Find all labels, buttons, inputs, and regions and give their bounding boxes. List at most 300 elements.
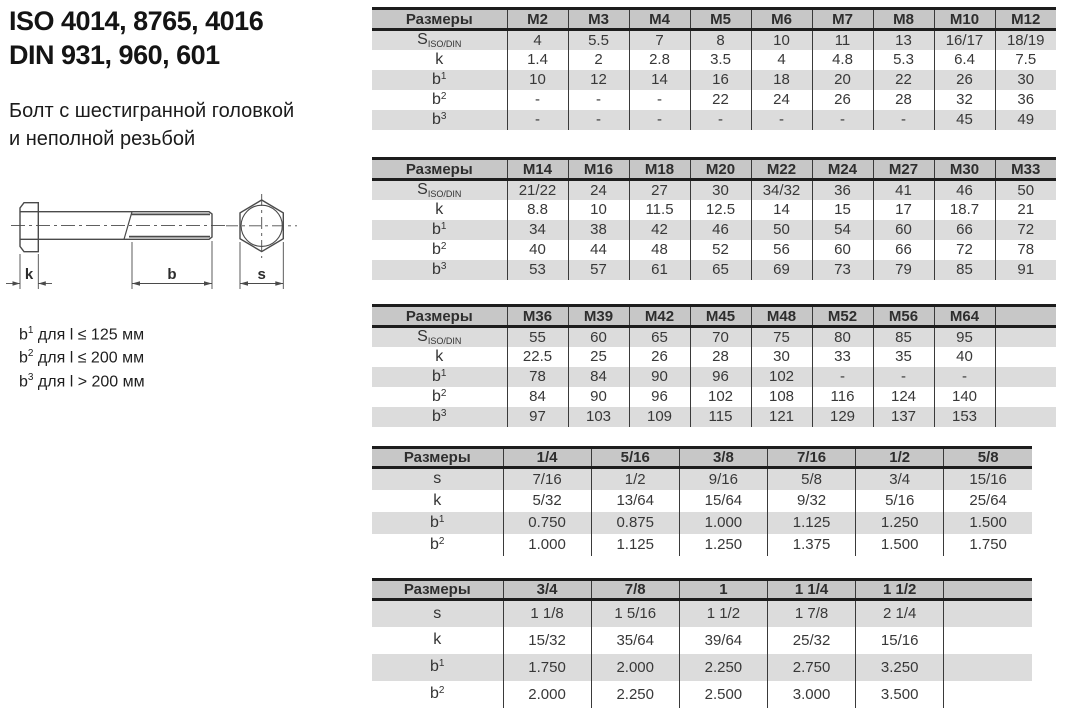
label-base: s (433, 470, 442, 488)
table-row (372, 30, 1056, 50)
label-base: b (430, 535, 439, 553)
row-label: $b^2$ (430, 685, 445, 702)
title-din: DIN 931, 960, 601 (9, 40, 220, 70)
table-cell: 2 (568, 50, 629, 70)
row-label: $S_{ISO/DIN}$ (417, 31, 462, 50)
label-base: b (430, 513, 439, 531)
table-cell (944, 654, 1032, 681)
table-cell: 15/16 (944, 468, 1032, 490)
table-cell: 15/16 (856, 627, 944, 654)
dimensions-table-4 (372, 446, 1032, 556)
table-row (372, 90, 1056, 110)
table-cell (995, 387, 1056, 407)
column-header: 3/4 (503, 580, 591, 600)
footnotes (19, 321, 145, 391)
table-cell: 4 (507, 30, 568, 50)
table-cell: 1.000 (679, 512, 767, 534)
footnote: $b^3$ для l > 200 мм (19, 371, 145, 390)
table-cell: 28 (690, 347, 751, 367)
table-row (372, 70, 1056, 90)
dimension-k (6, 254, 52, 289)
table-cell: 85 (934, 260, 995, 280)
header-label: Размеры (405, 307, 473, 325)
table-cell: 1.500 (944, 512, 1032, 534)
title-block (9, 4, 263, 72)
column-header: M56 (873, 306, 934, 327)
column-header: M48 (751, 306, 812, 327)
table-cell: 10 (568, 200, 629, 220)
table-cell: 1.750 (503, 654, 591, 681)
table-cell: 7.5 (995, 50, 1056, 70)
table-cell: 85 (873, 327, 934, 347)
table-cell: - (812, 367, 873, 387)
table-cell: - (629, 110, 690, 130)
row-label: $b^1$ (430, 658, 445, 675)
table-row (372, 200, 1056, 220)
table-cell: 2.250 (591, 681, 679, 708)
column-header: M30 (934, 159, 995, 180)
table-cell: 25 (568, 347, 629, 367)
label-base: k (433, 491, 442, 509)
table-cell: 50 (995, 180, 1056, 200)
dimensions-table-1 (372, 7, 1056, 130)
table-cell: 3/4 (856, 468, 944, 490)
table-row (372, 220, 1056, 240)
footnote: $b^2$ для l ≤ 200 мм (19, 348, 145, 367)
table-cell: 84 (568, 367, 629, 387)
table-cell: - (873, 110, 934, 130)
table-cell: 70 (690, 327, 751, 347)
table-cell: 18/19 (995, 30, 1056, 50)
table-cell: 1.125 (767, 512, 855, 534)
table-cell: 60 (873, 220, 934, 240)
table-cell: 3.250 (856, 654, 944, 681)
table-cell: 4.8 (812, 50, 873, 70)
table-cell: 34 (507, 220, 568, 240)
column-header: M20 (690, 159, 751, 180)
table-cell: 14 (751, 200, 812, 220)
table-cell: 1.750 (944, 534, 1032, 556)
table-cell: 24 (751, 90, 812, 110)
table-row (372, 240, 1056, 260)
table-row (372, 180, 1056, 200)
table-row (372, 512, 1032, 534)
row-label: $S_{ISO/DIN}$ (417, 181, 462, 200)
row-label (372, 347, 507, 367)
table-cell: 65 (629, 327, 690, 347)
table-cell: 61 (629, 260, 690, 280)
table-cell: 18 (751, 70, 812, 90)
column-header: M8 (873, 9, 934, 30)
table-cell: 1.250 (679, 534, 767, 556)
table-cell: 1 1/2 (679, 600, 767, 627)
table-cell: - (629, 90, 690, 110)
table-cell: 60 (812, 240, 873, 260)
row-label: $b^2$ (430, 535, 445, 553)
bolt-side-view (11, 203, 227, 252)
column-header: M27 (873, 159, 934, 180)
table-cell: 66 (934, 220, 995, 240)
table-cell: 103 (568, 407, 629, 427)
table-cell: 2.8 (629, 50, 690, 70)
table-cell: 96 (629, 387, 690, 407)
row-label: $S_{ISO/DIN}$ (417, 328, 462, 347)
table-cell: 39/64 (679, 627, 767, 654)
table-row (372, 50, 1056, 70)
table-cell: 69 (751, 260, 812, 280)
column-header: 1 1/4 (767, 580, 855, 600)
table-cell: 44 (568, 240, 629, 260)
table-cell: 9/16 (679, 468, 767, 490)
column-header: M45 (690, 306, 751, 327)
table-cell: 96 (690, 367, 751, 387)
subtitle-block (9, 97, 294, 153)
table-cell: 20 (812, 70, 873, 90)
table-cell: 5/32 (503, 490, 591, 512)
row-label (372, 490, 503, 512)
table-cell: 1/2 (591, 468, 679, 490)
table-cell: 2 1/4 (856, 600, 944, 627)
table-cell: 109 (629, 407, 690, 427)
label-base: b (19, 372, 28, 390)
table-cell: 10 (507, 70, 568, 90)
table-cell: 36 (812, 180, 873, 200)
table-cell: - (751, 110, 812, 130)
row-label (372, 600, 503, 627)
column-header: M7 (812, 9, 873, 30)
table-cell: 84 (507, 387, 568, 407)
table-cell: 5.5 (568, 30, 629, 50)
label-base: b (430, 658, 439, 675)
table-cell: 49 (995, 110, 1056, 130)
table-cell: 8.8 (507, 200, 568, 220)
row-label (372, 627, 503, 654)
table-row (372, 627, 1032, 654)
label-base: b (432, 90, 441, 108)
column-header: 1/2 (856, 448, 944, 468)
table-cell (944, 681, 1032, 708)
table-cell: 12.5 (690, 200, 751, 220)
subtitle-line-1: Болт с шестигранной головкой (9, 100, 295, 122)
column-header: 5/16 (591, 448, 679, 468)
table-cell: 140 (934, 387, 995, 407)
table-cell (995, 367, 1056, 387)
column-header: 7/16 (767, 448, 855, 468)
table-cell: 22 (690, 90, 751, 110)
table-cell: 26 (934, 70, 995, 90)
table-cell: 26 (629, 347, 690, 367)
header-row (372, 580, 1032, 600)
table-cell: 2.250 (679, 654, 767, 681)
row-label (372, 200, 507, 220)
table-row (372, 367, 1056, 387)
table-cell: 66 (873, 240, 934, 260)
column-header: M2 (507, 9, 568, 30)
table-cell: 72 (995, 220, 1056, 240)
column-header: M6 (751, 9, 812, 30)
table-row (372, 600, 1032, 627)
table-cell: 80 (812, 327, 873, 347)
table-row (372, 260, 1056, 280)
table-cell: 0.750 (503, 512, 591, 534)
label-base: b (432, 110, 441, 128)
table-cell: 1.375 (767, 534, 855, 556)
table-cell: 1 1/8 (503, 600, 591, 627)
table-cell: - (690, 110, 751, 130)
table-cell: 1 7/8 (767, 600, 855, 627)
table-cell: 1.125 (591, 534, 679, 556)
table-cell: 3.5 (690, 50, 751, 70)
table-cell: 24 (568, 180, 629, 200)
row-label (372, 50, 507, 70)
table-cell: 95 (934, 327, 995, 347)
table-cell: 5/8 (767, 468, 855, 490)
table-cell (995, 407, 1056, 427)
column-header: 1/4 (503, 448, 591, 468)
table-cell: 3.500 (856, 681, 944, 708)
table-row (372, 681, 1032, 708)
header-row (372, 159, 1056, 180)
table-cell: 5/16 (856, 490, 944, 512)
table-cell: 22 (873, 70, 934, 90)
table-cell: 46 (934, 180, 995, 200)
table-cell: 28 (873, 90, 934, 110)
table-cell: 42 (629, 220, 690, 240)
table-cell: 40 (934, 347, 995, 367)
column-header (995, 306, 1056, 327)
table-cell: 1.4 (507, 50, 568, 70)
row-label: $b^1$ (432, 70, 447, 88)
table-cell: 15/32 (503, 627, 591, 654)
label-base: b (432, 260, 441, 278)
table-row (372, 654, 1032, 681)
table-cell: 60 (568, 327, 629, 347)
column-header: M33 (995, 159, 1056, 180)
table-cell: 7 (629, 30, 690, 50)
column-header: M4 (629, 9, 690, 30)
column-header: M42 (629, 306, 690, 327)
table-cell: 21 (995, 200, 1056, 220)
table-row (372, 387, 1056, 407)
table-cell: 6.4 (934, 50, 995, 70)
table-cell: 25/32 (767, 627, 855, 654)
table-cell: - (812, 110, 873, 130)
row-label (372, 468, 503, 490)
table-cell (944, 627, 1032, 654)
table-cell: 90 (629, 367, 690, 387)
table-cell: 7/16 (503, 468, 591, 490)
table-row (372, 407, 1056, 427)
header-label: Размеры (403, 449, 471, 466)
subtitle-line-2: и неполной резьбой (9, 128, 196, 150)
table-cell: 78 (507, 367, 568, 387)
label-base: b (432, 240, 441, 258)
table-cell: 137 (873, 407, 934, 427)
row-label: $b^1$ (432, 367, 447, 385)
row-label: $b^2$ (432, 387, 447, 405)
row-label: $b^1$ (432, 220, 447, 238)
column-header: M18 (629, 159, 690, 180)
table-row (372, 110, 1056, 130)
column-header: M14 (507, 159, 568, 180)
table-cell: 26 (812, 90, 873, 110)
header-row (372, 306, 1056, 327)
table-cell: 108 (751, 387, 812, 407)
column-header: M5 (690, 9, 751, 30)
header-row (372, 448, 1032, 468)
table-cell: 12 (568, 70, 629, 90)
table-cell: 55 (507, 327, 568, 347)
table-cell: 18.7 (934, 200, 995, 220)
table-cell: 33 (812, 347, 873, 367)
table-cell: 11.5 (629, 200, 690, 220)
table-cell (995, 347, 1056, 367)
table-cell: 73 (812, 260, 873, 280)
table-cell: 40 (507, 240, 568, 260)
table-cell: 102 (690, 387, 751, 407)
table-cell: 22.5 (507, 347, 568, 367)
table-cell: - (568, 110, 629, 130)
bolt-technical-drawing (5, 192, 355, 304)
column-header: M52 (812, 306, 873, 327)
table-cell: 36 (995, 90, 1056, 110)
header-label: Размеры (405, 10, 473, 28)
label-base: b (432, 70, 441, 88)
row-label: $b^3$ (432, 407, 447, 425)
table-cell: 30 (690, 180, 751, 200)
column-header: 1 (679, 580, 767, 600)
column-header: 1 1/2 (856, 580, 944, 600)
table-cell: 78 (995, 240, 1056, 260)
row-label: $b^2$ (432, 240, 447, 258)
column-header: M12 (995, 9, 1056, 30)
dimensions-table-3 (372, 304, 1056, 427)
table-cell: 52 (690, 240, 751, 260)
label-base: S (417, 31, 428, 49)
table-cell: 35/64 (591, 627, 679, 654)
table-cell: 129 (812, 407, 873, 427)
table-cell: 53 (507, 260, 568, 280)
header-label: Размеры (403, 581, 471, 598)
column-header: M16 (568, 159, 629, 180)
column-header: M64 (934, 306, 995, 327)
table-row (372, 468, 1032, 490)
table-cell: 10 (751, 30, 812, 50)
table-row (372, 534, 1032, 556)
dimension-b (132, 241, 212, 289)
table-cell: 8 (690, 30, 751, 50)
table-cell: 1.500 (856, 534, 944, 556)
column-header: 7/8 (591, 580, 679, 600)
table-cell: 57 (568, 260, 629, 280)
column-header: 3/8 (679, 448, 767, 468)
header-label: Размеры (405, 160, 473, 178)
table-cell: - (934, 367, 995, 387)
label-base: b (432, 407, 441, 425)
column-header: M3 (568, 9, 629, 30)
title-iso: ISO 4014, 8765, 4016 (9, 6, 264, 36)
table-cell: 124 (873, 387, 934, 407)
table-cell: 102 (751, 367, 812, 387)
table-cell: 1.250 (856, 512, 944, 534)
column-header: M10 (934, 9, 995, 30)
header-row (372, 9, 1056, 30)
column-header: M22 (751, 159, 812, 180)
row-label: $b^3$ (432, 110, 447, 128)
table-cell: - (568, 90, 629, 110)
column-header: M24 (812, 159, 873, 180)
table-cell: 2.000 (503, 681, 591, 708)
dimensions-table-5 (372, 578, 1032, 708)
table-cell: 15 (812, 200, 873, 220)
table-cell: 54 (812, 220, 873, 240)
table-cell: 14 (629, 70, 690, 90)
label-base: b (432, 367, 441, 385)
table-cell: 2.750 (767, 654, 855, 681)
table-cell: 56 (751, 240, 812, 260)
column-header: M36 (507, 306, 568, 327)
label-base: b (19, 326, 28, 344)
table-cell: 34/32 (751, 180, 812, 200)
table-cell: 27 (629, 180, 690, 200)
table-cell: 4 (751, 50, 812, 70)
table-cell: 5.3 (873, 50, 934, 70)
dimensions-table-2 (372, 157, 1056, 280)
table-cell: - (507, 90, 568, 110)
table-cell: 48 (629, 240, 690, 260)
table-cell: 16/17 (934, 30, 995, 50)
dim-label-s: s (257, 266, 266, 283)
table-cell: 45 (934, 110, 995, 130)
table-cell: 0.875 (591, 512, 679, 534)
table-cell: 16 (690, 70, 751, 90)
column-header: 5/8 (944, 448, 1032, 468)
table-cell: 121 (751, 407, 812, 427)
table-cell: 97 (507, 407, 568, 427)
table-cell (995, 327, 1056, 347)
dim-label-b: b (167, 266, 177, 283)
table-cell: 35 (873, 347, 934, 367)
table-cell: 9/32 (767, 490, 855, 512)
table-row (372, 490, 1032, 512)
table-cell: 2.500 (679, 681, 767, 708)
label-base: b (430, 685, 439, 702)
label-base: k (435, 50, 444, 68)
table-cell: 38 (568, 220, 629, 240)
footnote: $b^1$ для l ≤ 125 мм (19, 325, 145, 344)
table-cell: 72 (934, 240, 995, 260)
label-base: b (19, 349, 28, 367)
table-cell: 75 (751, 327, 812, 347)
table-cell: 79 (873, 260, 934, 280)
table-cell: 65 (690, 260, 751, 280)
label-base: s (433, 604, 442, 622)
table-cell: 21/22 (507, 180, 568, 200)
table-cell: 1.000 (503, 534, 591, 556)
row-label: $b^1$ (430, 513, 445, 531)
table-cell: 116 (812, 387, 873, 407)
table-cell: 13/64 (591, 490, 679, 512)
dim-label-k: k (24, 266, 34, 283)
table-cell: 11 (812, 30, 873, 50)
table-cell: - (873, 367, 934, 387)
table-cell: 1 5/16 (591, 600, 679, 627)
table-cell: 30 (751, 347, 812, 367)
table-cell: 153 (934, 407, 995, 427)
label-base: k (435, 347, 444, 365)
table-row (372, 347, 1056, 367)
table-cell: 3.000 (767, 681, 855, 708)
